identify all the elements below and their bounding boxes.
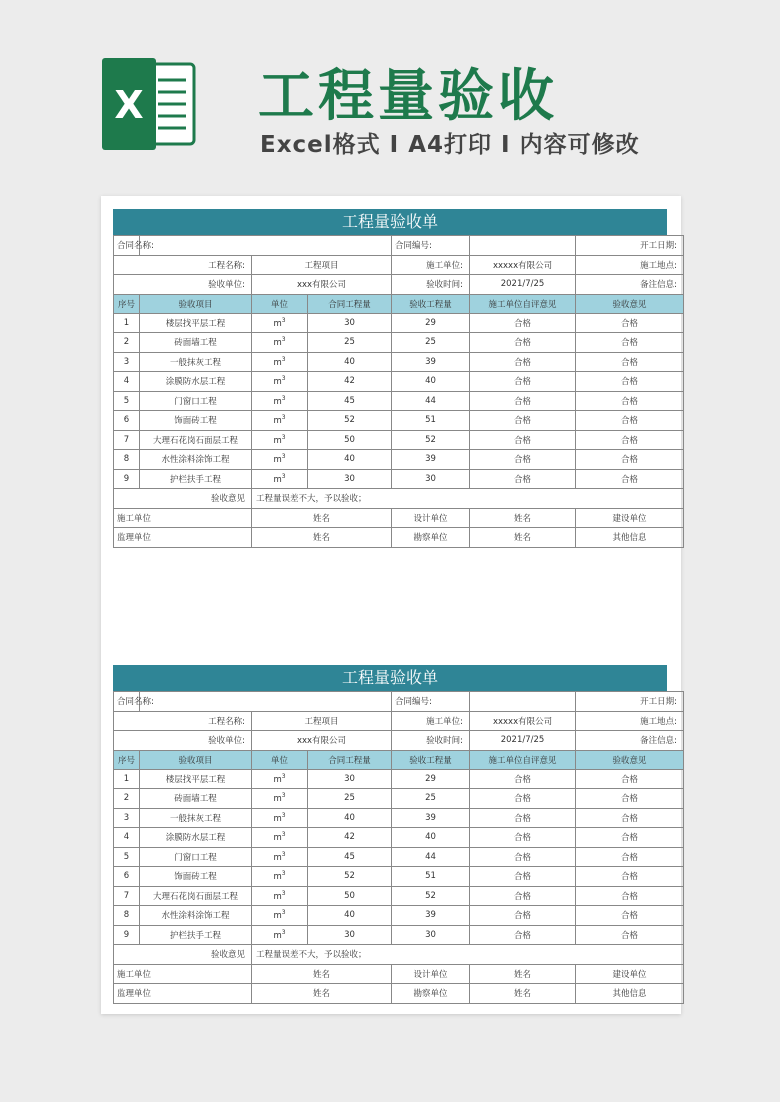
info-value: 工程项目 bbox=[252, 711, 392, 731]
row-unit bbox=[252, 847, 308, 867]
signature-name: 姓名 bbox=[252, 528, 392, 548]
table-row bbox=[114, 886, 684, 906]
unit-text: m bbox=[273, 338, 282, 349]
row-number: 2 bbox=[114, 333, 140, 353]
table-row bbox=[114, 925, 684, 945]
signature-label: 其他信息 bbox=[576, 528, 684, 548]
column-header-row bbox=[114, 750, 684, 769]
info-label: 施工单位: bbox=[392, 255, 470, 275]
row-number: 4 bbox=[114, 828, 140, 848]
acceptance-form bbox=[113, 665, 678, 1004]
row-accepted-qty: 25 bbox=[392, 333, 470, 353]
row-contract-qty: 40 bbox=[308, 808, 392, 828]
table-row bbox=[114, 789, 684, 809]
column-header: 合同工程量 bbox=[308, 294, 392, 313]
row-contract-qty: 30 bbox=[308, 313, 392, 333]
opinion-text: 工程量误差不大，予以验收； bbox=[252, 945, 684, 965]
row-accepted-qty: 29 bbox=[392, 769, 470, 789]
info-label: 备注信息: bbox=[576, 731, 684, 751]
row-accepted-qty: 52 bbox=[392, 430, 470, 450]
row-self-opinion: 合格 bbox=[470, 372, 576, 392]
row-accepted-qty: 25 bbox=[392, 789, 470, 809]
opinion-label: 验收意见 bbox=[114, 945, 252, 965]
signature-label: 监理单位 bbox=[114, 984, 252, 1004]
signature-row bbox=[114, 984, 684, 1004]
signature-label: 施工单位 bbox=[114, 964, 252, 984]
signature-label: 建设单位 bbox=[576, 508, 684, 528]
info-value bbox=[470, 236, 576, 256]
row-accept-opinion: 合格 bbox=[576, 469, 684, 489]
row-accept-opinion: 合格 bbox=[576, 808, 684, 828]
row-number: 3 bbox=[114, 352, 140, 372]
row-number: 1 bbox=[114, 769, 140, 789]
unit-text: m bbox=[273, 911, 282, 922]
row-unit bbox=[252, 313, 308, 333]
row-accepted-qty: 44 bbox=[392, 391, 470, 411]
row-unit bbox=[252, 391, 308, 411]
unit-text: m bbox=[273, 435, 282, 446]
row-contract-qty: 50 bbox=[308, 886, 392, 906]
row-contract-qty: 40 bbox=[308, 906, 392, 926]
unit-text: m bbox=[273, 455, 282, 466]
info-value: 工程项目 bbox=[252, 255, 392, 275]
info-value bbox=[140, 692, 392, 712]
column-header-row bbox=[114, 294, 684, 313]
row-self-opinion: 合格 bbox=[470, 847, 576, 867]
info-label: 施工单位: bbox=[392, 711, 470, 731]
row-unit bbox=[252, 352, 308, 372]
info-value: xxx有限公司 bbox=[252, 275, 392, 295]
signature-name: 姓名 bbox=[470, 964, 576, 984]
unit-text: m bbox=[273, 794, 282, 805]
form-title: 工程量验收单 bbox=[113, 209, 667, 235]
row-accepted-qty: 40 bbox=[392, 372, 470, 392]
info-label: 合同名称: bbox=[114, 236, 140, 256]
row-unit bbox=[252, 867, 308, 887]
row-self-opinion: 合格 bbox=[470, 450, 576, 470]
row-unit bbox=[252, 769, 308, 789]
info-row bbox=[114, 236, 684, 256]
table-row bbox=[114, 372, 684, 392]
row-unit bbox=[252, 469, 308, 489]
row-self-opinion: 合格 bbox=[470, 808, 576, 828]
column-header: 验收工程量 bbox=[392, 750, 470, 769]
row-accepted-qty: 30 bbox=[392, 469, 470, 489]
row-unit bbox=[252, 333, 308, 353]
signature-name: 姓名 bbox=[470, 508, 576, 528]
row-contract-qty: 42 bbox=[308, 372, 392, 392]
signature-label: 勘察单位 bbox=[392, 984, 470, 1004]
row-number: 5 bbox=[114, 847, 140, 867]
row-contract-qty: 52 bbox=[308, 867, 392, 887]
signature-label: 其他信息 bbox=[576, 984, 684, 1004]
row-unit bbox=[252, 372, 308, 392]
row-contract-qty: 40 bbox=[308, 352, 392, 372]
row-accepted-qty: 52 bbox=[392, 886, 470, 906]
row-contract-qty: 50 bbox=[308, 430, 392, 450]
info-row bbox=[114, 711, 684, 731]
info-row bbox=[114, 255, 684, 275]
unit-exponent: 3 bbox=[281, 850, 286, 858]
signature-label: 设计单位 bbox=[392, 508, 470, 528]
unit-text: m bbox=[273, 774, 282, 785]
info-label: 工程名称: bbox=[114, 255, 252, 275]
row-number: 8 bbox=[114, 906, 140, 926]
row-unit bbox=[252, 430, 308, 450]
table-row bbox=[114, 391, 684, 411]
column-header: 验收工程量 bbox=[392, 294, 470, 313]
row-accept-opinion: 合格 bbox=[576, 886, 684, 906]
row-item: 一般抹灰工程 bbox=[140, 808, 252, 828]
info-row bbox=[114, 731, 684, 751]
unit-exponent: 3 bbox=[281, 909, 286, 917]
unit-exponent: 3 bbox=[281, 355, 286, 363]
unit-text: m bbox=[273, 872, 282, 883]
row-accept-opinion: 合格 bbox=[576, 372, 684, 392]
row-accepted-qty: 39 bbox=[392, 906, 470, 926]
row-item: 楼层找平层工程 bbox=[140, 313, 252, 333]
row-contract-qty: 25 bbox=[308, 789, 392, 809]
acceptance-form bbox=[113, 209, 678, 548]
row-unit bbox=[252, 828, 308, 848]
table-row bbox=[114, 808, 684, 828]
row-accept-opinion: 合格 bbox=[576, 828, 684, 848]
opinion-row bbox=[114, 945, 684, 965]
row-item: 大理石花岗石面层工程 bbox=[140, 430, 252, 450]
row-item: 砖面墙工程 bbox=[140, 333, 252, 353]
row-item: 涂膜防水层工程 bbox=[140, 372, 252, 392]
unit-text: m bbox=[273, 318, 282, 329]
info-value: xxx有限公司 bbox=[252, 731, 392, 751]
info-value: xxxxx有限公司 bbox=[470, 255, 576, 275]
row-accepted-qty: 39 bbox=[392, 450, 470, 470]
row-item: 护栏扶手工程 bbox=[140, 925, 252, 945]
column-header: 验收项目 bbox=[140, 294, 252, 313]
row-self-opinion: 合格 bbox=[470, 430, 576, 450]
unit-text: m bbox=[273, 377, 282, 388]
table-row bbox=[114, 411, 684, 431]
unit-exponent: 3 bbox=[281, 792, 286, 800]
row-item: 水性涂料涂饰工程 bbox=[140, 450, 252, 470]
row-unit bbox=[252, 808, 308, 828]
row-item: 一般抹灰工程 bbox=[140, 352, 252, 372]
row-accept-opinion: 合格 bbox=[576, 906, 684, 926]
row-unit bbox=[252, 886, 308, 906]
row-unit bbox=[252, 450, 308, 470]
row-item: 楼层找平层工程 bbox=[140, 769, 252, 789]
row-accept-opinion: 合格 bbox=[576, 847, 684, 867]
info-value: 2021/7/25 bbox=[470, 731, 576, 751]
row-number: 7 bbox=[114, 430, 140, 450]
row-item: 门窗口工程 bbox=[140, 847, 252, 867]
opinion-row bbox=[114, 489, 684, 509]
row-accepted-qty: 30 bbox=[392, 925, 470, 945]
row-accepted-qty: 29 bbox=[392, 313, 470, 333]
row-item: 饰面砖工程 bbox=[140, 411, 252, 431]
info-label: 施工地点: bbox=[576, 711, 684, 731]
row-contract-qty: 52 bbox=[308, 411, 392, 431]
info-label: 合同名称: bbox=[114, 692, 140, 712]
row-self-opinion: 合格 bbox=[470, 411, 576, 431]
signature-name: 姓名 bbox=[252, 508, 392, 528]
row-item: 门窗口工程 bbox=[140, 391, 252, 411]
page-header bbox=[0, 0, 780, 190]
row-accept-opinion: 合格 bbox=[576, 352, 684, 372]
signature-name: 姓名 bbox=[252, 964, 392, 984]
row-accept-opinion: 合格 bbox=[576, 450, 684, 470]
row-self-opinion: 合格 bbox=[470, 391, 576, 411]
row-accept-opinion: 合格 bbox=[576, 333, 684, 353]
info-value bbox=[140, 236, 392, 256]
excel-icon bbox=[100, 58, 198, 150]
info-label: 开工日期: bbox=[576, 692, 684, 712]
form-title: 工程量验收单 bbox=[113, 665, 667, 691]
row-self-opinion: 合格 bbox=[470, 352, 576, 372]
signature-row bbox=[114, 964, 684, 984]
row-number: 6 bbox=[114, 411, 140, 431]
table-row bbox=[114, 469, 684, 489]
column-header: 单位 bbox=[252, 750, 308, 769]
unit-exponent: 3 bbox=[281, 472, 286, 480]
table-row bbox=[114, 906, 684, 926]
table-row bbox=[114, 313, 684, 333]
row-item: 涂膜防水层工程 bbox=[140, 828, 252, 848]
info-label: 备注信息: bbox=[576, 275, 684, 295]
column-header: 施工单位自评意见 bbox=[470, 750, 576, 769]
unit-text: m bbox=[273, 396, 282, 407]
unit-exponent: 3 bbox=[281, 375, 286, 383]
row-unit bbox=[252, 789, 308, 809]
table-row bbox=[114, 333, 684, 353]
row-contract-qty: 45 bbox=[308, 391, 392, 411]
unit-exponent: 3 bbox=[281, 453, 286, 461]
row-accept-opinion: 合格 bbox=[576, 789, 684, 809]
column-header: 验收意见 bbox=[576, 750, 684, 769]
signature-name: 姓名 bbox=[470, 528, 576, 548]
unit-exponent: 3 bbox=[281, 772, 286, 780]
form-table bbox=[113, 691, 684, 1004]
column-header: 施工单位自评意见 bbox=[470, 294, 576, 313]
row-item: 砖面墙工程 bbox=[140, 789, 252, 809]
row-number: 8 bbox=[114, 450, 140, 470]
signature-name: 姓名 bbox=[252, 984, 392, 1004]
row-item: 护栏扶手工程 bbox=[140, 469, 252, 489]
unit-text: m bbox=[273, 357, 282, 368]
row-self-opinion: 合格 bbox=[470, 313, 576, 333]
row-unit bbox=[252, 906, 308, 926]
row-accepted-qty: 39 bbox=[392, 352, 470, 372]
row-accepted-qty: 39 bbox=[392, 808, 470, 828]
info-row bbox=[114, 275, 684, 295]
row-item: 水性涂料涂饰工程 bbox=[140, 906, 252, 926]
row-number: 3 bbox=[114, 808, 140, 828]
unit-text: m bbox=[273, 474, 282, 485]
row-accept-opinion: 合格 bbox=[576, 391, 684, 411]
table-row bbox=[114, 450, 684, 470]
unit-text: m bbox=[273, 930, 282, 941]
signature-label: 监理单位 bbox=[114, 528, 252, 548]
unit-exponent: 3 bbox=[281, 889, 286, 897]
row-contract-qty: 42 bbox=[308, 828, 392, 848]
signature-label: 勘察单位 bbox=[392, 528, 470, 548]
page-subtitle: Excel格式 I A4打印 I 内容可修改 bbox=[260, 132, 640, 158]
signature-name: 姓名 bbox=[470, 984, 576, 1004]
row-self-opinion: 合格 bbox=[470, 828, 576, 848]
row-number: 9 bbox=[114, 469, 140, 489]
opinion-label: 验收意见 bbox=[114, 489, 252, 509]
unit-exponent: 3 bbox=[281, 316, 286, 324]
row-accept-opinion: 合格 bbox=[576, 313, 684, 333]
signature-row bbox=[114, 508, 684, 528]
unit-exponent: 3 bbox=[281, 336, 286, 344]
info-row bbox=[114, 692, 684, 712]
row-contract-qty: 30 bbox=[308, 469, 392, 489]
row-number: 4 bbox=[114, 372, 140, 392]
unit-exponent: 3 bbox=[281, 928, 286, 936]
row-accepted-qty: 44 bbox=[392, 847, 470, 867]
page-title: 工程量验收 bbox=[258, 64, 558, 129]
unit-text: m bbox=[273, 852, 282, 863]
info-value: 2021/7/25 bbox=[470, 275, 576, 295]
info-label: 施工地点: bbox=[576, 255, 684, 275]
row-self-opinion: 合格 bbox=[470, 925, 576, 945]
table-row bbox=[114, 847, 684, 867]
row-accept-opinion: 合格 bbox=[576, 411, 684, 431]
row-number: 6 bbox=[114, 867, 140, 887]
row-number: 9 bbox=[114, 925, 140, 945]
signature-label: 建设单位 bbox=[576, 964, 684, 984]
form-table bbox=[113, 235, 684, 548]
row-accepted-qty: 51 bbox=[392, 411, 470, 431]
row-self-opinion: 合格 bbox=[470, 333, 576, 353]
row-contract-qty: 40 bbox=[308, 450, 392, 470]
row-accept-opinion: 合格 bbox=[576, 925, 684, 945]
info-value: xxxxx有限公司 bbox=[470, 711, 576, 731]
unit-exponent: 3 bbox=[281, 831, 286, 839]
row-item: 饰面砖工程 bbox=[140, 867, 252, 887]
row-number: 1 bbox=[114, 313, 140, 333]
info-label: 合同编号: bbox=[392, 236, 470, 256]
info-label: 验收时间: bbox=[392, 275, 470, 295]
row-accepted-qty: 40 bbox=[392, 828, 470, 848]
row-self-opinion: 合格 bbox=[470, 867, 576, 887]
row-item: 大理石花岗石面层工程 bbox=[140, 886, 252, 906]
signature-label: 设计单位 bbox=[392, 964, 470, 984]
row-unit bbox=[252, 925, 308, 945]
unit-text: m bbox=[273, 416, 282, 427]
row-self-opinion: 合格 bbox=[470, 469, 576, 489]
info-value bbox=[470, 692, 576, 712]
unit-text: m bbox=[273, 813, 282, 824]
row-number: 7 bbox=[114, 886, 140, 906]
row-contract-qty: 25 bbox=[308, 333, 392, 353]
row-contract-qty: 30 bbox=[308, 769, 392, 789]
info-label: 验收时间: bbox=[392, 731, 470, 751]
info-label: 合同编号: bbox=[392, 692, 470, 712]
table-row bbox=[114, 828, 684, 848]
unit-exponent: 3 bbox=[281, 394, 286, 402]
column-header: 序号 bbox=[114, 294, 140, 313]
row-accepted-qty: 51 bbox=[392, 867, 470, 887]
table-row bbox=[114, 430, 684, 450]
signature-row bbox=[114, 528, 684, 548]
unit-exponent: 3 bbox=[281, 811, 286, 819]
row-self-opinion: 合格 bbox=[470, 769, 576, 789]
row-accept-opinion: 合格 bbox=[576, 430, 684, 450]
row-accept-opinion: 合格 bbox=[576, 867, 684, 887]
unit-exponent: 3 bbox=[281, 414, 286, 422]
row-number: 2 bbox=[114, 789, 140, 809]
unit-exponent: 3 bbox=[281, 433, 286, 441]
row-contract-qty: 45 bbox=[308, 847, 392, 867]
column-header: 验收项目 bbox=[140, 750, 252, 769]
signature-label: 施工单位 bbox=[114, 508, 252, 528]
unit-text: m bbox=[273, 833, 282, 844]
row-self-opinion: 合格 bbox=[470, 906, 576, 926]
table-row bbox=[114, 867, 684, 887]
column-header: 序号 bbox=[114, 750, 140, 769]
unit-exponent: 3 bbox=[281, 870, 286, 878]
info-label: 工程名称: bbox=[114, 711, 252, 731]
row-accept-opinion: 合格 bbox=[576, 769, 684, 789]
column-header: 单位 bbox=[252, 294, 308, 313]
info-label: 验收单位: bbox=[114, 275, 252, 295]
column-header: 验收意见 bbox=[576, 294, 684, 313]
row-unit bbox=[252, 411, 308, 431]
table-row bbox=[114, 352, 684, 372]
row-number: 5 bbox=[114, 391, 140, 411]
info-label: 验收单位: bbox=[114, 731, 252, 751]
row-self-opinion: 合格 bbox=[470, 886, 576, 906]
row-contract-qty: 30 bbox=[308, 925, 392, 945]
column-header: 合同工程量 bbox=[308, 750, 392, 769]
table-row bbox=[114, 769, 684, 789]
excel-logo-letter: X bbox=[114, 83, 144, 127]
opinion-text: 工程量误差不大，予以验收； bbox=[252, 489, 684, 509]
unit-text: m bbox=[273, 891, 282, 902]
row-self-opinion: 合格 bbox=[470, 789, 576, 809]
info-label: 开工日期: bbox=[576, 236, 684, 256]
